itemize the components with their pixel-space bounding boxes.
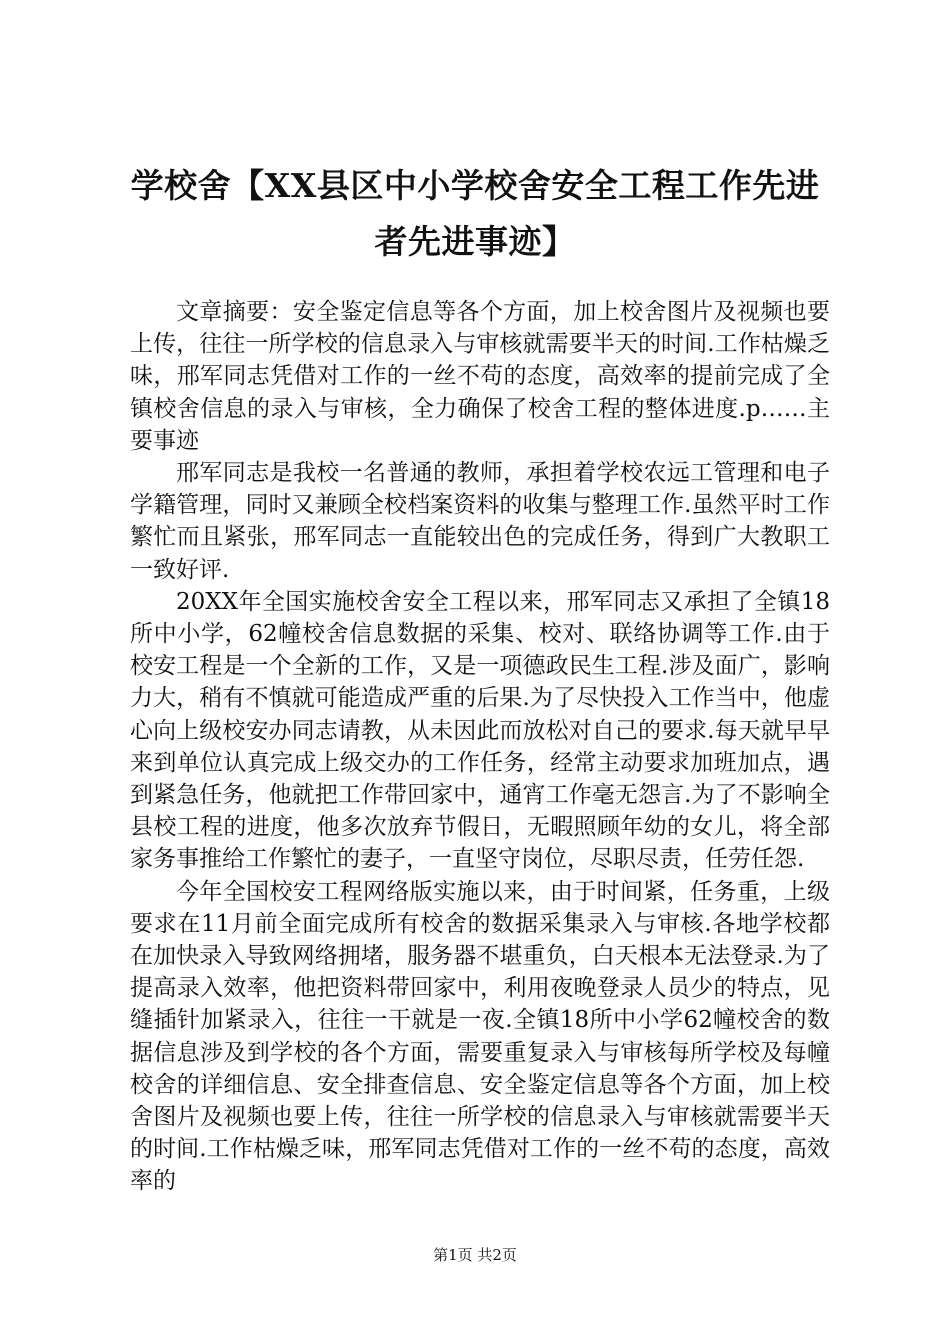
page-number-footer: 第1页 共2页 (433, 1246, 517, 1264)
paragraph-intro: 邢军同志是我校一名普通的教师，承担着学校农远工管理和电子学籍管理，同时又兼顾全校档案资料的收集与整理工作.虽然平时工作繁忙而且紧张，邢军同志一直能较出色的完成任务，得到广大教职工一致好评. (130, 460, 830, 583)
paragraph-summary: 文章摘要：安全鉴定信息等各个方面，加上校舍图片及视频也要上传，往往一所学校的信息录入与审核就需要半天的时间.工作枯燥乏味，邢军同志凭借对工作的一丝不苟的态度，高效率的提前完成了全镇校舍信息的录入与审核，全力确保了校舍工程的整体进度.p……主要事迹 (130, 299, 830, 454)
paragraph-network: 今年全国校安工程网络版实施以来，由于时间紧，任务重，上级要求在11月前全面完成所有校舍的数据采集录入与审核.各地学校都在加快录入导致网络拥堵，服务器不堪重负，白天根本无法登录.为了提高录入效率，他把资料带回家中，利用夜晚登录人员少的特点，见缝插针加紧录入，往往一干就是一夜.全镇18所中小学62幢校舍的数据信息涉及到学校的各个方面，需要重复录入与审核每所学校及每幢校舍的详细信息、安全排查信息、安全鉴定信息等各个方面，加上校舍图片及视频也要上传，往往一所学校的信息录入与审核就需要半天的时间.工作枯燥乏味，邢军同志凭借对工作的一丝不苟的态度，高效率的 (130, 878, 830, 1195)
paragraph-project: 20XX年全国实施校舍安全工程以来，邢军同志又承担了全镇18所中小学，62幢校舍信息数据的采集、校对、联络协调等工作.由于校安工程是一个全新的工作，又是一项德政民生工程.涉及面广，影响力大，稍有不慎就可能造成严重的后果.为了尽快投入工作当中，他虚心向上级校安办同志请教，从未因此而放松对自己的要求.每天就早早来到单位认真完成上级交办的工作任务，经常主动要求加班加点，遇到紧急任务，他就把工作带回家中，通宵工作毫无怨言.为了不影响全县校工程的进度，他多次放弃节假日，无暇照顾年幼的女儿，将全部家务事推给工作繁忙的妻子，一直坚守岗位，尽职尽责，任劳任怨. (130, 588, 830, 873)
document-body (130, 296, 830, 1198)
document-title: 学校舍【XX县区中小学校舍安全工程工作先进者先进事迹】 (130, 166, 820, 261)
